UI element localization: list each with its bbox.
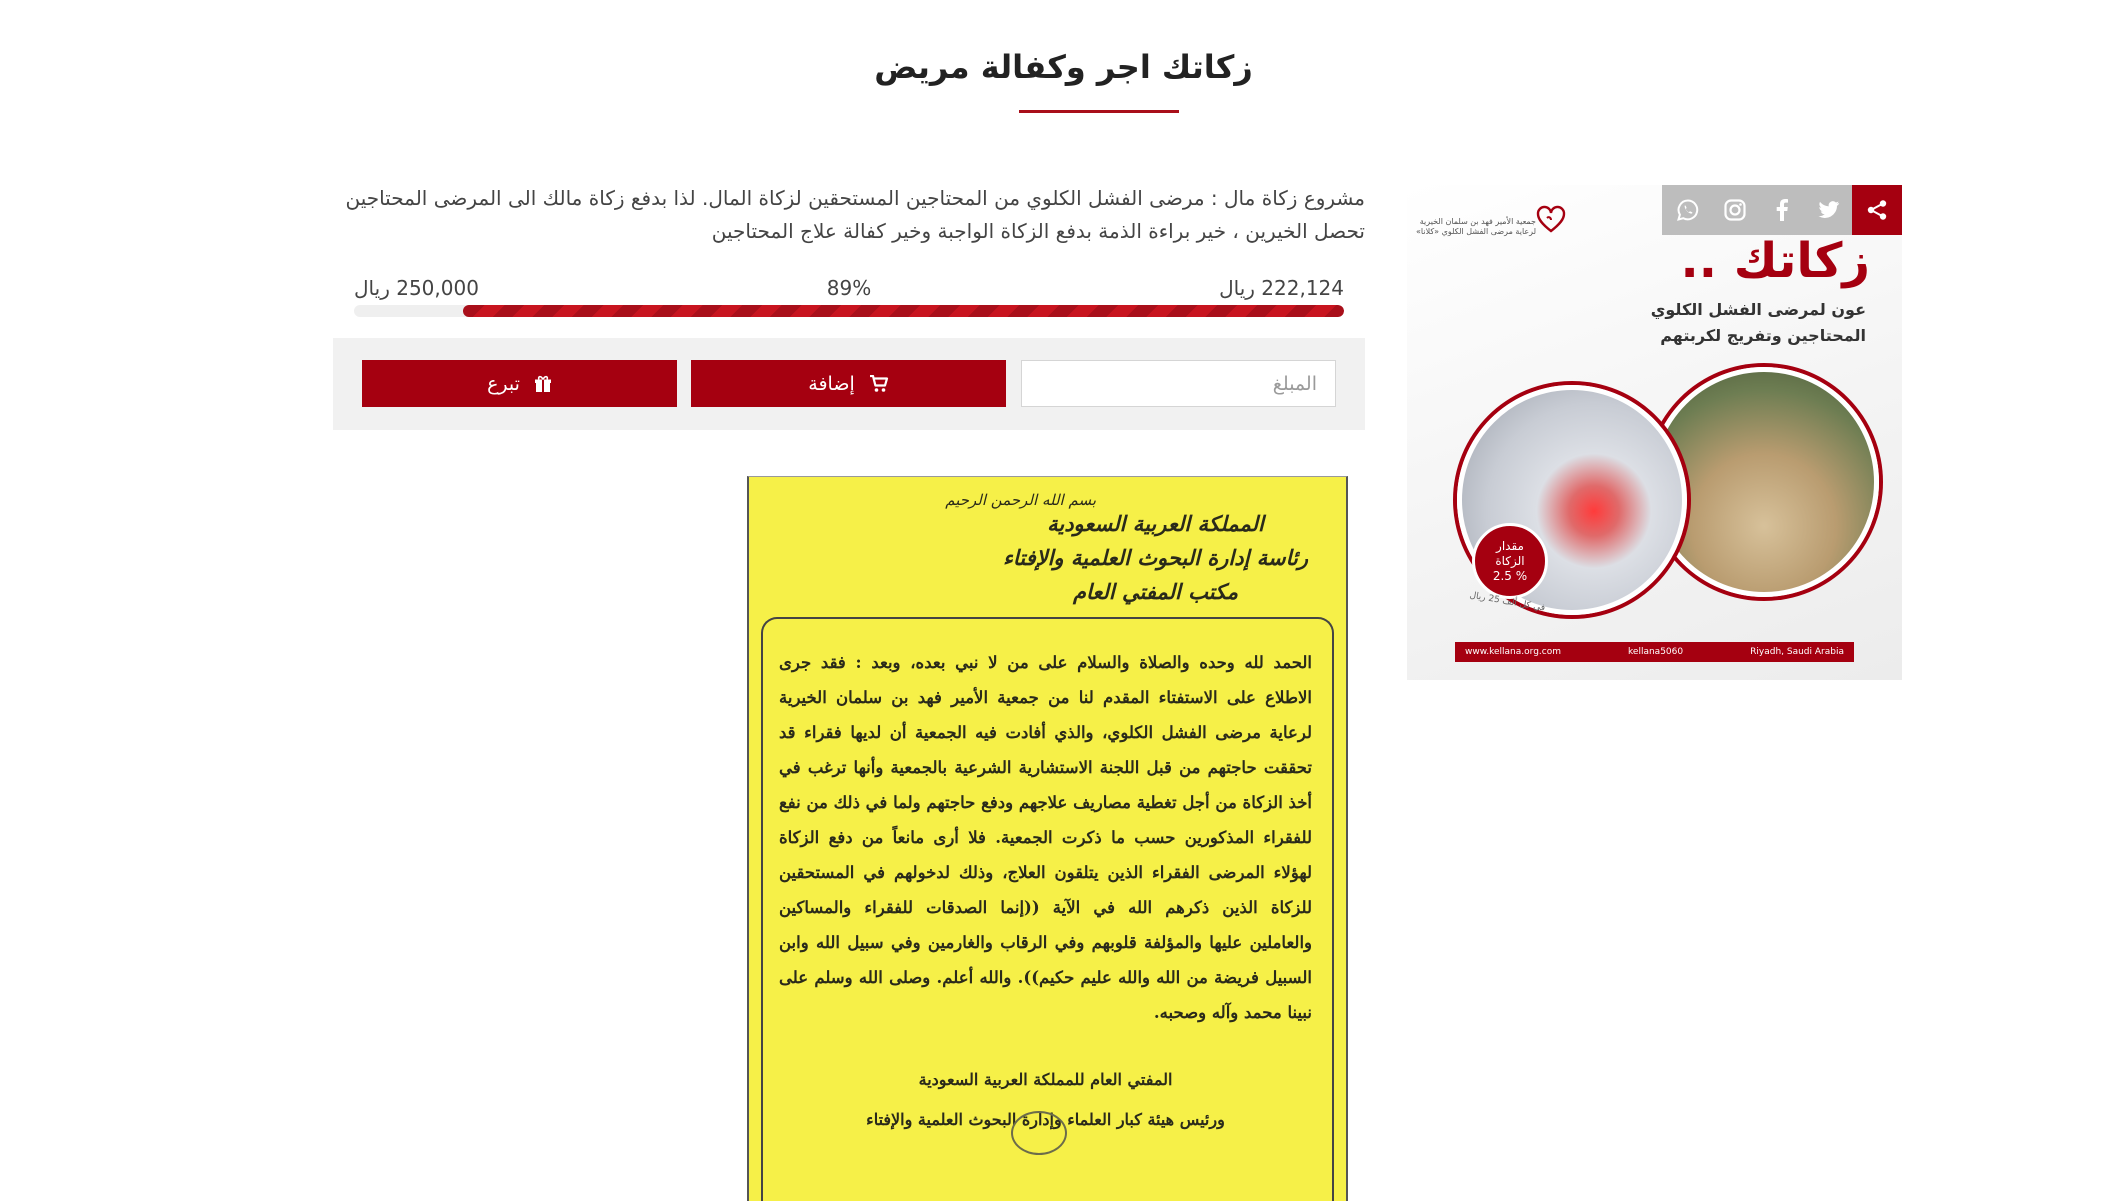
progress-percent: 89% bbox=[826, 276, 872, 300]
footer-location: Riyadh, Saudi Arabia bbox=[1750, 647, 1844, 657]
progress-labels bbox=[354, 276, 1344, 304]
org-name-line: جمعية الأمير فهد بن سلمان الخيرية bbox=[1419, 217, 1536, 226]
fatwa-seal bbox=[1011, 1111, 1067, 1155]
fatwa-sign-line: ورئيس هيئة كبار العلماء وإدارة البحوث العلمية والإفتاء bbox=[866, 1110, 1225, 1129]
goal-amount: 250,000 ريال bbox=[354, 276, 479, 300]
fatwa-header-line: المملكة العربية السعودية bbox=[1047, 511, 1264, 536]
fatwa-header-line: مكتب المفتي العام bbox=[1072, 579, 1238, 604]
donate-button-label: تبرع bbox=[487, 372, 520, 395]
organization-name bbox=[1416, 217, 1536, 237]
share-icon[interactable] bbox=[1852, 185, 1902, 235]
banner-headline: زكاتك .. bbox=[1680, 233, 1870, 289]
badge-line: الزكاة bbox=[1495, 553, 1525, 568]
banner-footer bbox=[1455, 642, 1854, 662]
share-bar bbox=[1662, 185, 1902, 235]
whatsapp-icon[interactable] bbox=[1664, 185, 1711, 235]
fatwa-header bbox=[1003, 507, 1308, 609]
page-title: زكاتك اجر وكفالة مريض bbox=[874, 48, 1253, 86]
zakat-rate-badge bbox=[1472, 523, 1548, 599]
fatwa-basmala: بسم الله الرحمن الرحيم bbox=[945, 491, 1096, 509]
banner-subtitle: عون لمرضى الفشل الكلوي المحتاجين وتفريج لكربتهم bbox=[1650, 300, 1866, 345]
footer-website: www.kellana.org.com bbox=[1465, 647, 1561, 657]
fatwa-text: الحمد لله وحده والصلاة والسلام على من لا نبي بعده، وبعد : فقد جرى الاطلاع على الاستفتاء المقدم لنا من جمعية الأمير فهد بن سلمان الخيرية لرعاية مرضى الفشل الكلوي، والذي أفادت فيه الجمعية أن لديها فقراء قد تحققت حاجتهم من قبل اللجنة الاستشارية الشرعية بالجمعية وأنها ترغب في أخذ الزكاة من أجل تغطية مصاريف علاجهم ودفع حاجتهم ولما في ذلك من نفع للفقراء المذكورين حسب ما ذكرت الجمعية. فلا أرى مانعاً من دفع الزكاة لهؤلاء المرضى الفقراء الذين يتلقون العلاج، وذلك لدخولهم في المستحقين للزكاة الذين ذكرهم الله في الآية ((إنما الصدقات للفقراء والمساكين والعاملين عليها والمؤلفة قلوبهم وفي الرقاب والغارمين وفي سبيل الله وابن السبيل فريضة من الله والله عليم حكيم)). والله أعلم. وصلى الله وسلم على نبينا محمد وآله وصحبه. bbox=[779, 653, 1312, 1022]
gift-icon bbox=[534, 375, 552, 393]
campaign-banner bbox=[1407, 185, 1902, 680]
twitter-icon[interactable] bbox=[1805, 185, 1852, 235]
title-underline bbox=[1019, 110, 1179, 113]
progress-bar-fill bbox=[463, 305, 1344, 317]
facebook-icon[interactable] bbox=[1758, 185, 1805, 235]
instagram-icon[interactable] bbox=[1711, 185, 1758, 235]
footer-social: kellana5060 bbox=[1628, 647, 1684, 657]
fatwa-header-line: رئاسة إدارة البحوث العلمية والإفتاء bbox=[1002, 545, 1308, 570]
badge-line: 2.5 % bbox=[1492, 568, 1528, 583]
fatwa-frame bbox=[761, 617, 1334, 1201]
fatwa-body bbox=[779, 645, 1312, 1140]
raised-amount: 222,124 ريال bbox=[1219, 276, 1344, 300]
zakat-note: في كل ألف 25 ريال bbox=[1468, 590, 1546, 614]
donation-form bbox=[333, 338, 1365, 430]
donate-button[interactable] bbox=[362, 360, 677, 407]
org-name-line: لرعاية مرضى الفشل الكلوي «كلانا» bbox=[1416, 227, 1536, 236]
add-button-label: إضافة bbox=[808, 372, 855, 395]
fatwa-sign-line: المفتي العام للمملكة العربية السعودية bbox=[918, 1070, 1173, 1089]
badge-line: مقدار bbox=[1496, 538, 1524, 553]
amount-input[interactable] bbox=[1021, 360, 1336, 407]
progress-bar bbox=[354, 305, 1344, 317]
add-to-cart-button[interactable] bbox=[691, 360, 1006, 407]
heart-logo-icon bbox=[1536, 205, 1566, 239]
project-description: مشروع زكاة مال : مرضى الفشل الكلوي من المحتاجين المستحقين لزكاة المال. لذا بدفع زكاة مالك الى المرضى المحتاجين تحصل الخيرين ، خير براءة الذمة بدفع الزكاة الواجبة وخير كفالة علاج المحتاجين bbox=[345, 186, 1365, 243]
fatwa-document-image bbox=[747, 476, 1348, 1201]
cart-icon bbox=[869, 375, 889, 393]
organization-logo bbox=[1416, 205, 1572, 250]
